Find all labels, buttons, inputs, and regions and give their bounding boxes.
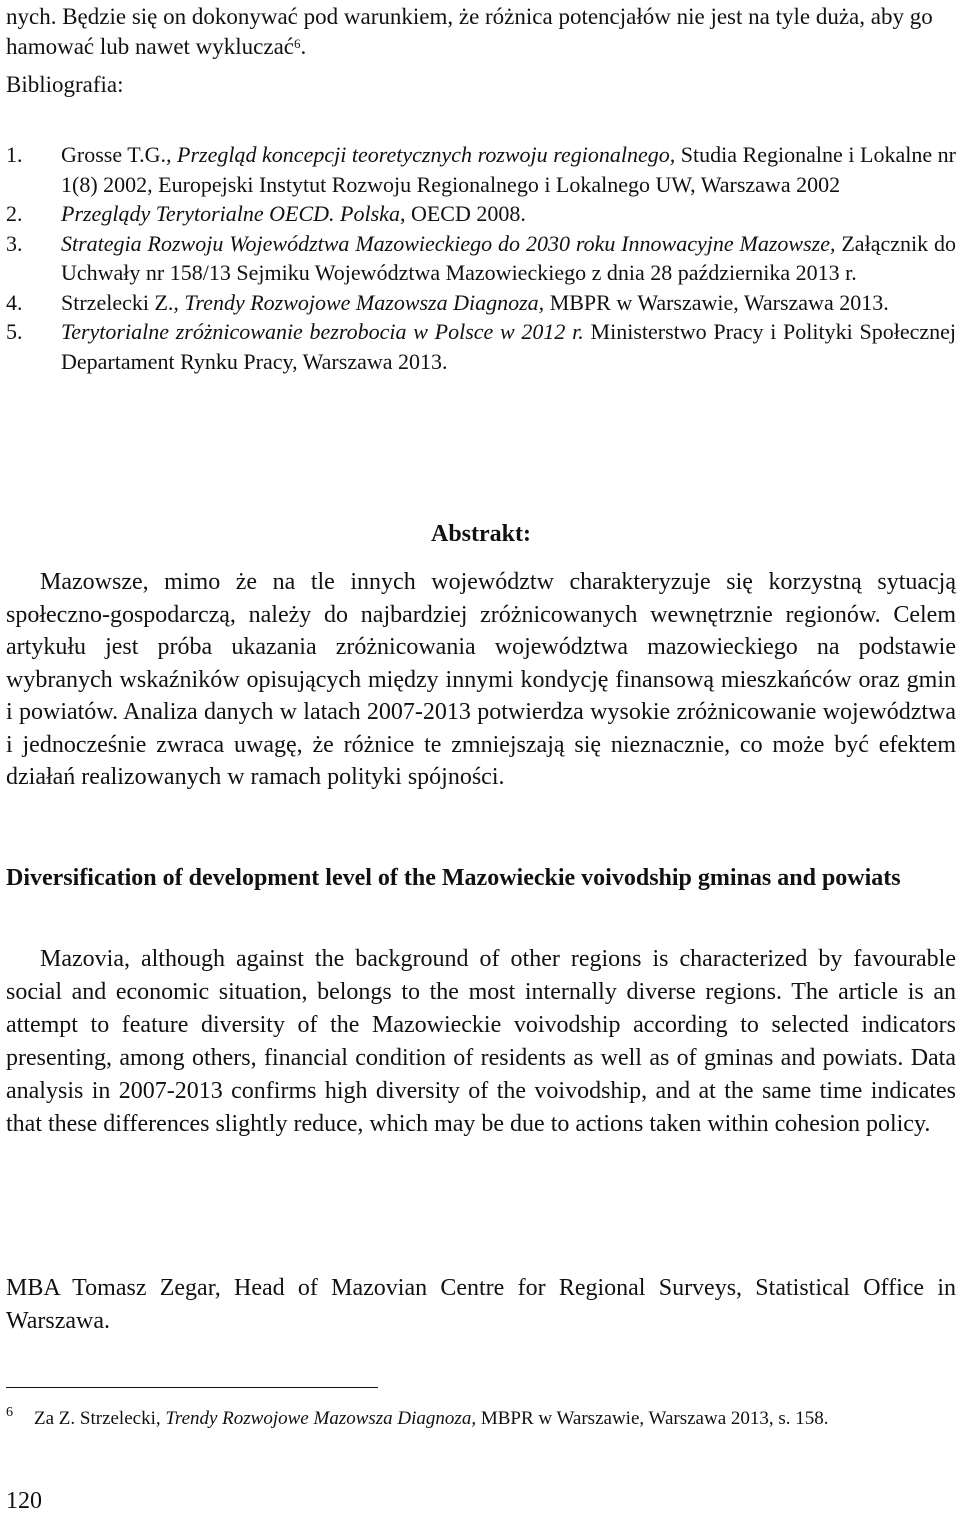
bibliography-item-plain: Strzelecki Z. (61, 289, 174, 315)
bibliography-item-title: Terytorialne zróżnicowanie bezrobocia w Polsce w 2012 r. (61, 319, 584, 344)
bibliography-item (6, 317, 956, 376)
bibliography-item-number: 4. (6, 289, 23, 315)
bibliography-item-details: MBPR w Warszawie, Warszawa 2013. (544, 289, 889, 315)
bibliography-item-title: Przeglądy Terytorialne OECD. Polska (61, 201, 400, 226)
bibliography-item-details: , OECD 2008. (399, 201, 526, 226)
bibliography-item (6, 140, 956, 199)
footnote-reference: 6 (294, 36, 301, 51)
author-note: MBA Tomasz Zegar, Head of Mazovian Centre for Regional Surveys, Statistical Office in Warszawa. (6, 1275, 956, 1334)
bibliography-heading: Bibliografia: (6, 72, 124, 97)
footnote-mark: 6 (6, 1405, 13, 1420)
lead-paragraph-text: nych. Będzie się on dokonywać pod warunkiem, że różnica potencjałów nie jest na tyle duża, aby go hamować lub nawet wykluczać (6, 4, 933, 59)
abstract-en-title: Diversification of development level of the Mazowieckie voivodship gminas and powiats (6, 865, 901, 891)
page-number: 120 (6, 1488, 42, 1514)
bibliography-item-details: Studia Regionalne i Lokalne nr 1(8) 2002, Europejski Instytut Rozwoju Regionalnego i Lokalnego UW, Warszawa 2002 (61, 142, 956, 197)
bibliography-item-plain: Grosse T.G. (61, 142, 166, 167)
bibliography-item-details: Załącznik do Uchwały nr 158/13 Sejmiku Województwa Mazowieckiego z dnia 28 października 2013 r. (61, 230, 956, 285)
bibliography-item-title: Strategia Rozwoju Województwa Mazowieckiego do 2030 roku Innowacyjne Mazowsze, (61, 230, 836, 256)
lead-paragraph-end: . (300, 34, 307, 59)
bibliography-item-number: 3. (6, 230, 23, 256)
bibliography-item (6, 288, 956, 318)
bibliography-list (6, 140, 956, 376)
bibliography-item (6, 199, 956, 229)
abstract-en-text: Mazovia, although against the background of other regions is characterized by favourable social and economic situation, belongs to the most internally diverse regions. The article is an attempt to feature diversity of the Mazowieckie voivodship according to selected indicators presenting, among others, financial condition of residents as well as of gminas and powiats. Data analysis in 2007-2013 confirms high diversity of the voivodship, and at the same time indicates that these differences slightly reduce, which may be due to actions taken within cohesion policy. (6, 946, 956, 1137)
bibliography-item-number: 5. (6, 319, 23, 344)
bibliography-item-number: 1. (6, 142, 23, 167)
bibliography-item (6, 229, 956, 288)
abstract-pl-title: Abstrakt: (431, 521, 531, 547)
footnote-title: Trendy Rozwojowe Mazowsza Diagnoza, (165, 1408, 477, 1429)
footnote-plain: Za Z. Strzelecki, (34, 1408, 166, 1429)
bibliography-item-number: 2. (6, 201, 23, 226)
footnote-details: MBPR w Warszawie, Warszawa 2013, s. 158. (476, 1408, 829, 1429)
bibliography-item-title: , Trendy Rozwojowe Mazowsza Diagnoza, (173, 289, 545, 315)
bibliography-item-title: , Przegląd koncepcji teoretycznych rozwoju regionalnego, (165, 142, 676, 167)
footnote (6, 1405, 956, 1432)
footnote-divider (6, 1387, 378, 1388)
footnote-body (6, 1405, 956, 1432)
lead-paragraph (6, 2, 956, 62)
abstract-pl-text: Mazowsze, mimo że na tle innych województw charakteryzuje się korzystną sytuacją społeczno-gospodarczą, należy do najbardziej zróżnicowanych wewnętrznie regionów. Celem artykułu jest próba ukazania zróżnicowania województwa mazowieckiego na podstawie wybranych wskaźników opisujących między innymi kondycję finansową mieszkańców oraz gmin i powiatów. Analiza danych w latach 2007-2013 potwierdza wysokie zróżnicowanie województwa i jednocześnie zwraca uwagę, że różnice te zmniejszają się nieznacznie, co może być efektem działań realizowanych w ramach polityki spójności. (6, 569, 956, 790)
bibliography-item-details: Ministerstwo Pracy i Polityki Społecznej Departament Rynku Pracy, Warszawa 2013. (61, 319, 956, 374)
